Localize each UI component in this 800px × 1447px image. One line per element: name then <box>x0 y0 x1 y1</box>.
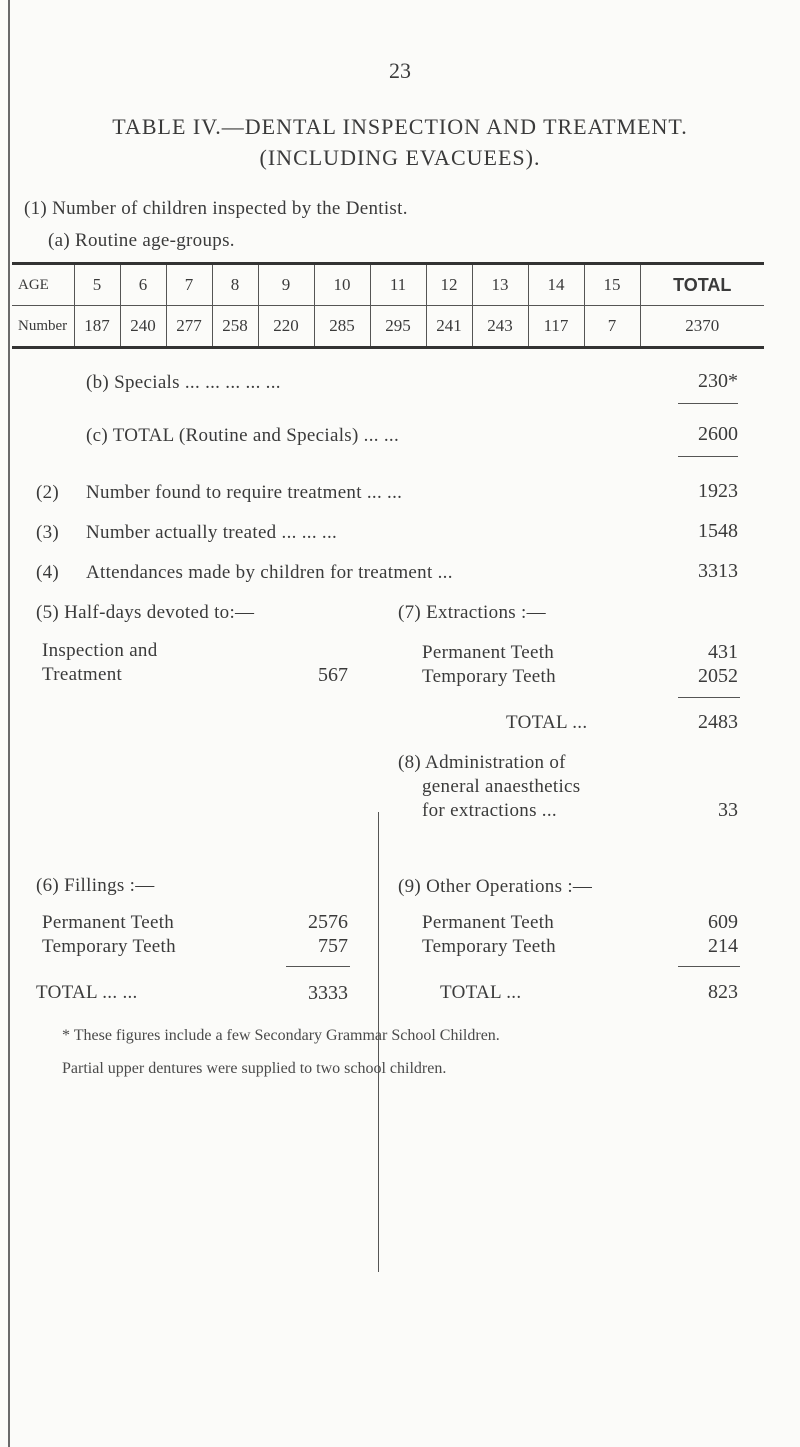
age-header-cell: 15 <box>584 264 640 306</box>
specials-sum-rule <box>678 403 738 404</box>
extractions-permanent-value: 431 <box>708 641 738 663</box>
other-permanent-value: 609 <box>708 911 738 933</box>
anaesthetics-line3: for extractions ... <box>422 800 557 821</box>
section-1-heading: (1) Number of children inspected by the Dentist. <box>24 198 408 219</box>
fillings-total-value: 3333 <box>308 982 348 1004</box>
other-total-value: 823 <box>708 981 738 1003</box>
other-total-label: TOTAL ... <box>440 982 522 1003</box>
other-permanent-label: Permanent Teeth <box>422 912 555 933</box>
age-header-label: AGE <box>12 264 74 306</box>
other-temporary-value: 214 <box>708 935 738 957</box>
total-routine-value: 2600 <box>698 423 738 445</box>
item-3-value: 1548 <box>698 520 738 542</box>
number-cell: 258 <box>212 306 258 348</box>
number-cell: 277 <box>166 306 212 348</box>
footnote-dentures: Partial upper dentures were supplied to two school children. <box>62 1060 447 1077</box>
fillings-heading: (6) Fillings :— <box>36 875 155 896</box>
other-temporary-label: Temporary Teeth <box>422 936 556 957</box>
age-number-row <box>12 306 764 348</box>
extractions-heading: (7) Extractions :— <box>398 602 546 623</box>
routine-age-groups-label: (a) Routine age-groups. <box>48 230 235 251</box>
number-cell: 240 <box>120 306 166 348</box>
number-total-cell: 2370 <box>640 306 764 348</box>
fillings-permanent-label: Permanent Teeth <box>42 912 175 933</box>
extractions-total-value: 2483 <box>698 711 738 733</box>
inspection-label-line1: Inspection and <box>42 640 158 661</box>
extractions-temporary-label: Temporary Teeth <box>422 666 556 687</box>
extractions-permanent-label: Permanent Teeth <box>422 642 555 663</box>
age-header-cell: 7 <box>166 264 212 306</box>
specials-value: 230* <box>698 370 738 392</box>
age-header-row <box>12 264 764 306</box>
age-header-cell: 9 <box>258 264 314 306</box>
fillings-temporary-value: 757 <box>318 935 348 957</box>
other-sum-rule <box>678 966 740 967</box>
footnote-secondary: * These figures include a few Secondary Grammar School Children. <box>62 1027 500 1044</box>
number-cell: 295 <box>370 306 426 348</box>
age-header-total: TOTAL <box>640 264 764 306</box>
number-cell: 243 <box>472 306 528 348</box>
extractions-total-label: TOTAL ... <box>506 712 588 733</box>
total-routine-label: (c) TOTAL (Routine and Specials) ... ... <box>86 425 400 446</box>
item-2-label: Number found to require treatment ... ... <box>86 482 403 503</box>
age-header-cell: 8 <box>212 264 258 306</box>
number-cell: 187 <box>74 306 120 348</box>
item-3-label: Number actually treated ... ... ... <box>86 522 338 543</box>
fillings-sum-rule <box>286 966 350 967</box>
item-4-label: Attendances made by children for treatment ... <box>86 562 453 583</box>
item-4-number: (4) <box>36 562 60 583</box>
other-operations-heading: (9) Other Operations :— <box>398 876 593 897</box>
fillings-total-label: TOTAL ... ... <box>36 982 138 1003</box>
number-cell: 7 <box>584 306 640 348</box>
anaesthetics-value: 33 <box>718 799 738 821</box>
item-4-value: 3313 <box>698 560 738 582</box>
age-header-cell: 12 <box>426 264 472 306</box>
half-days-heading: (5) Half-days devoted to:— <box>36 602 255 623</box>
anaesthetics-line1: (8) Administration of <box>398 752 566 773</box>
half-days-value: 567 <box>318 664 348 686</box>
age-header-cell: 13 <box>472 264 528 306</box>
number-cell: 220 <box>258 306 314 348</box>
specials-label: (b) Specials ... ... ... ... ... <box>86 372 281 393</box>
table-subtitle: (INCLUDING EVACUEES). <box>259 145 541 170</box>
fillings-temporary-label: Temporary Teeth <box>42 936 176 957</box>
age-header-cell: 11 <box>370 264 426 306</box>
number-cell: 117 <box>528 306 584 348</box>
age-header-cell: 6 <box>120 264 166 306</box>
age-groups-table <box>12 262 764 349</box>
item-2-number: (2) <box>36 482 60 503</box>
item-3-number: (3) <box>36 522 60 543</box>
total-routine-rule <box>678 456 738 457</box>
table-title: TABLE IV.—DENTAL INSPECTION AND TREATMENT. <box>112 114 688 139</box>
age-header-cell: 14 <box>528 264 584 306</box>
extractions-sum-rule <box>678 697 740 698</box>
fillings-permanent-value: 2576 <box>308 911 348 933</box>
item-2-value: 1923 <box>698 480 738 502</box>
number-cell: 285 <box>314 306 370 348</box>
page-number: 23 <box>389 58 411 83</box>
number-cell: 241 <box>426 306 472 348</box>
age-header-cell: 10 <box>314 264 370 306</box>
age-header-cell: 5 <box>74 264 120 306</box>
extractions-temporary-value: 2052 <box>698 665 738 687</box>
anaesthetics-line2: general anaesthetics <box>422 776 581 797</box>
number-row-label: Number <box>18 317 68 334</box>
inspection-label-line2: Treatment <box>42 664 123 685</box>
page-edge-line <box>8 0 10 1447</box>
